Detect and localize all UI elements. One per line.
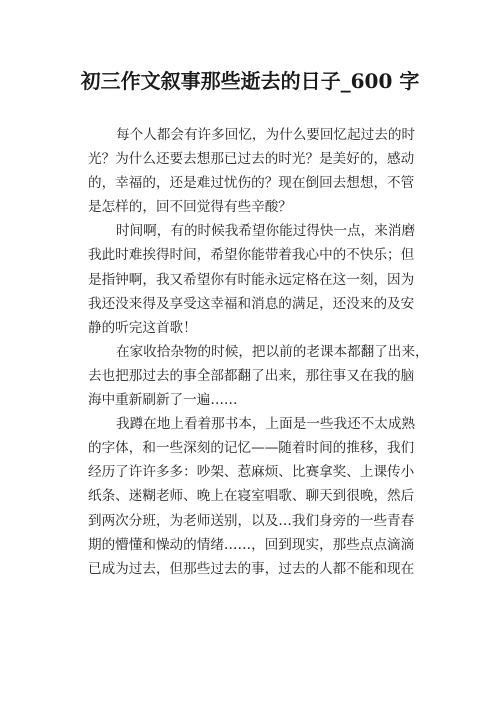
text-line: 静的听完这首歌！ xyxy=(88,319,197,336)
text-line: 经历了许许多多：吵架、惹麻烦、比赛拿奖、上课传小 xyxy=(88,464,415,481)
paragraph-3 xyxy=(88,340,428,412)
document-title: 初三作文叙事那些逝去的日子_600 字 xyxy=(80,69,420,93)
text-line: 每个人都会有许多回忆，为什么要回忆起过去的时 xyxy=(116,127,416,143)
text-line: 时间啊，有的时候我希望你能过得快一点，来消磨 xyxy=(116,223,416,240)
paragraph-2 xyxy=(88,219,428,339)
text-line: 我蹲在地上看着那书本，上面是一些我还不太成熟 xyxy=(116,416,416,433)
text-line: 的字体，和一些深刻的记忆——随着时间的推移，我们 xyxy=(88,440,415,457)
text-line: 去也把那过去的事全部都翻了出来，那往事又在我的脑 xyxy=(88,367,415,384)
text-line: 是指钟啊，我又希望你有时能永远定格在这一刻，因为 xyxy=(88,271,415,288)
text-line: 期的懵懂和懆动的情绪……，回到现实，那些点点滴滴 xyxy=(88,536,415,553)
text-line: 已成为过去，但那些过去的事，过去的人都不能和现在 xyxy=(88,560,415,577)
text-line: 纸条、迷糊老师、晚上在寝室唱歌、聊天到很晚，然后 xyxy=(88,488,415,505)
text-line: 到两次分班，为老师送别，以及…我们身旁的一些青春 xyxy=(88,512,415,529)
text-line: 海中重新刷新了一遍…… xyxy=(88,392,238,409)
text-line: 是怎样的，回不回觉得有些辛酸？ xyxy=(88,199,292,216)
text-line: 在家收拾杂物的时候，把以前的老课本都翻了出来， xyxy=(116,343,429,360)
paragraph-1 xyxy=(88,123,428,219)
text-line: 我还没来得及享受这幸福和消息的满足，还没来的及安 xyxy=(88,295,415,312)
text-line: 光？为什么还要去想那已过去的时光？是美好的，感动 xyxy=(88,151,415,168)
paragraph-4 xyxy=(88,412,428,581)
document-body xyxy=(88,123,428,581)
text-line: 的，幸福的，还是难过忧伤的？现在倒回去想想，不管 xyxy=(88,175,415,192)
text-line: 我此时难挨得时间，希望你能带着我心中的不快乐；但 xyxy=(88,247,415,264)
